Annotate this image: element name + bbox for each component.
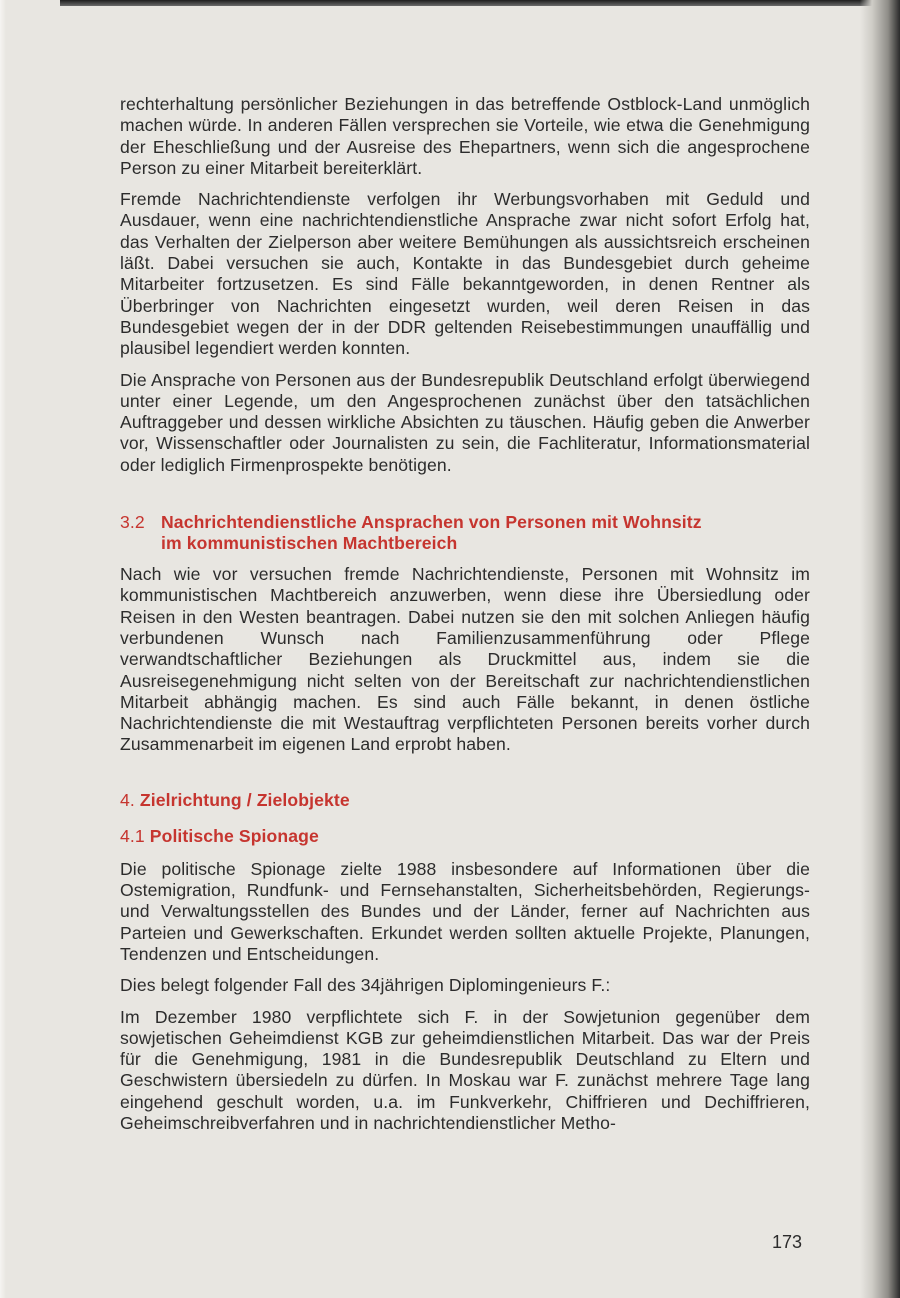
- paragraph-2: Fremde Nachrichtendienste verfolgen ihr Werbungsvorhaben mit Geduld und Ausdauer, wenn eine nachrichtendienstliche Ansprache zwar nicht sofort Erfolg hat, das Verhalten der Zielperson aber weitere Bemühungen als aussichtsreich erscheinen läßt. Dabei versuchen sie auch, Kontakte in das Bundesgebiet durch geheime Mitarbeiter fortzusetzen. Es sind Fälle bekanntgeworden, in denen Rentner als Überbringer von Nachrichten eingesetzt wurden, weil deren Reisen in das Bundesgebiet wegen der in der DDR geltenden Reisebestimmungen unauffällig und plausibel legendiert werden konnten.: [120, 189, 810, 359]
- section-title-4-1: Politische Spionage: [149, 825, 319, 846]
- section-number-4: 4.: [120, 789, 135, 810]
- section-title-3-2-line-2: im kommunistischen Machtbereich: [161, 533, 458, 554]
- paragraph-6: Dies belegt folgender Fall des 34jährigen Diplomingenieurs F.:: [120, 975, 611, 996]
- paragraph-4: Nach wie vor versuchen fremde Nachrichtendienste, Personen mit Wohnsitz im kommunistischen Machtbereich anzuwerben, wenn diese ihre Übersiedlung oder Reisen in den Westen beantragen. Dabei nutzen sie den mit solchen Anliegen häufig verbundenen Wunsch nach Familienzusammenführung oder Pflege verwandtschaftlicher Beziehungen als Druckmittel aus, indem sie die Ausreisegenehmigung nicht selten von der Bereitschaft zur nachrichtendienstlichen Mitarbeit abhängig machen. Es sind auch Fälle bekannt, in denen östliche Nachrichtendienste die mit Westauftrag verpflichteten Personen bereits vorher durch Zusammenarbeit im eigenen Land erprobt haben.: [120, 564, 810, 755]
- paragraph-7: Im Dezember 1980 verpflichtete sich F. in der Sowjetunion gegenüber dem sowjetischen Geheimdienst KGB zur geheimdienstlichen Mitarbeit. Das war der Preis für die Genehmigung, 1981 in die Bundesrepublik Deutschland zu Eltern und Geschwistern übersiedeln zu dürfen. In Moskau war F. zunächst mehrere Tage lang eingehend geschult worden, u.a. im Funkverkehr, Chiffrieren und Dechiffrieren, Geheimschreibverfahren und in nachrichtendienstlicher Metho-: [120, 1006, 810, 1133]
- section-heading-3-2: [120, 512, 810, 554]
- section-title-4: Zielrichtung / Zielobjekte: [139, 789, 350, 810]
- section-number-3-2: 3.2: [120, 512, 145, 533]
- scan-top-edge: [60, 0, 900, 6]
- paragraph-1: rechterhaltung persönlicher Beziehungen in das betreffende Ostblock-Land unmöglich machen würde. In anderen Fällen versprechen sie Vorteile, wie etwa die Genehmigung der Eheschließung und der Ausreise des Ehepartners, wenn sich die angesprochene Person zu einer Mitarbeit bereiterklärt.: [120, 94, 810, 178]
- section-heading-4: [120, 790, 810, 811]
- paragraph-3: Die Ansprache von Personen aus der Bundesrepublik Deutschland erfolgt überwiegend unter einer Legende, um den Angesprochenen zunächst über den tatsächlichen Auftraggeber und dessen wirkliche Absichten zu täuschen. Häufig geben die Anwerber vor, Wissenschaftler oder Journalisten zu sein, die Fachliteratur, Informationsmaterial oder lediglich Firmenprospekte benötigen.: [120, 369, 810, 475]
- page-number: 173: [772, 1232, 803, 1252]
- section-title-3-2: [161, 512, 702, 554]
- text-column: [120, 94, 810, 1144]
- scan-left-shade: [0, 0, 6, 1298]
- section-number-4-1: 4.1: [120, 825, 145, 846]
- section-heading-4-1: [120, 826, 810, 847]
- section-title-3-2-line-1: Nachrichtendienstliche Ansprachen von Personen mit Wohnsitz: [161, 512, 702, 533]
- scan-right-edge: [860, 0, 900, 1298]
- paragraph-5: Die politische Spionage zielte 1988 insbesondere auf Informationen über die Ostemigration, Rundfunk- und Fernsehanstalten, Sicherheitsbehörden, Regierungs- und Verwaltungsstellen des Bundes und der Länder, ferner auf Nachrichten aus Parteien und Gewerkschaften. Erkundet werden sollten aktuelle Projekte, Planungen, Tendenzen und Entscheidungen.: [120, 858, 810, 964]
